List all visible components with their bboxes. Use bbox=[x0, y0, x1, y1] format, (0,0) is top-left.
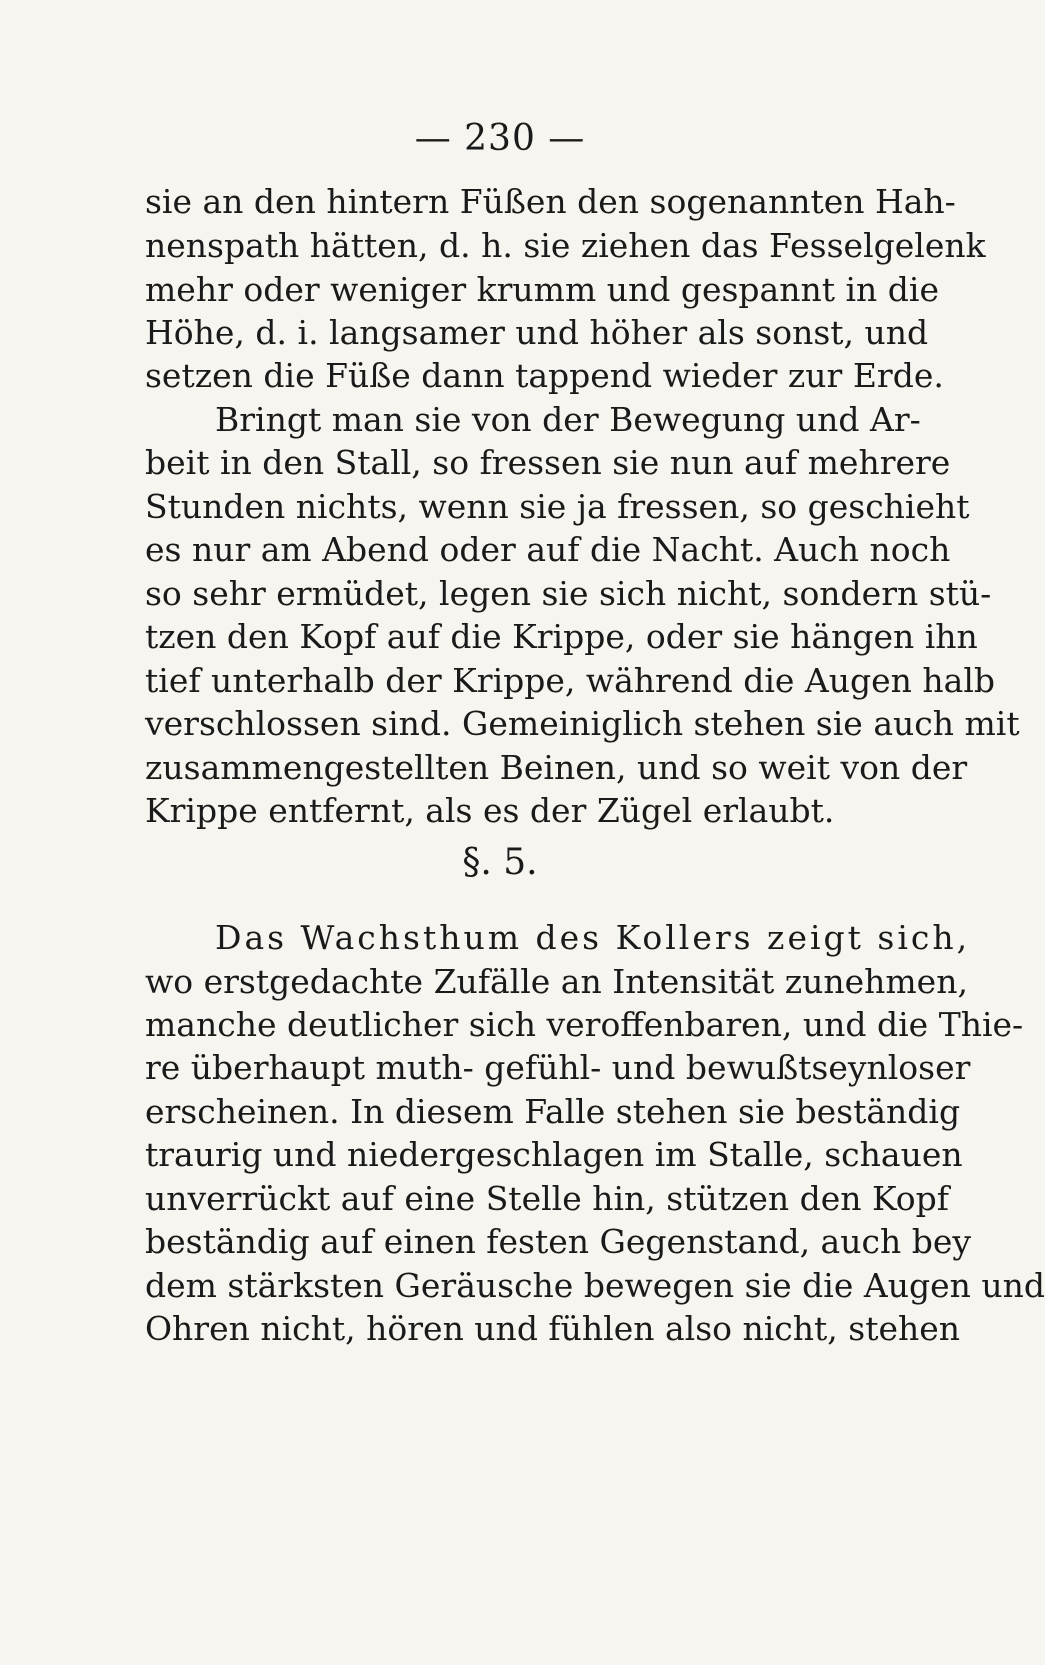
text-line: tzen den Kopf auf die Krippe, oder sie hängen ihn bbox=[145, 617, 978, 656]
text-line: traurig und niedergeschlagen im Stalle, schauen bbox=[145, 1135, 963, 1174]
text-line: Stunden nichts, wenn sie ja fressen, so geschieht bbox=[145, 487, 970, 526]
text-line: es nur am Abend oder auf die Nacht. Auch noch bbox=[145, 530, 951, 569]
section-heading: §. 5. bbox=[462, 842, 538, 883]
text-line: tief unterhalb der Krippe, während die Augen halb bbox=[145, 661, 996, 700]
text-line: re überhaupt muth- gefühl- und bewußtseynloser bbox=[145, 1048, 971, 1087]
text-line: setzen die Füße dann tappend wieder zur Erde. bbox=[145, 356, 944, 395]
text-line: Krippe entfernt, als es der Zügel erlaubt. bbox=[145, 791, 835, 830]
text-line: mehr oder weniger krumm und gespannt in die bbox=[145, 270, 939, 309]
text-line: zusammengestellten Beinen, und so weit von der bbox=[145, 748, 968, 787]
text-line: beständig auf einen festen Gegenstand, auch bey bbox=[145, 1222, 971, 1261]
text-line: nenspath hätten, d. h. sie ziehen das Fesselgelenk bbox=[145, 226, 986, 265]
page-number-header: — 230 — bbox=[414, 118, 586, 159]
text-line: Bringt man sie von der Bewegung und Ar- bbox=[215, 400, 921, 439]
text-line: sie an den hintern Füßen den sogenannten Hah- bbox=[145, 182, 956, 221]
text-line: Das Wachsthum des Kollers zeigt sich, bbox=[215, 918, 971, 957]
text-line: unverrückt auf eine Stelle hin, stützen den Kopf bbox=[145, 1179, 950, 1218]
text-line: manche deutlicher sich veroffenbaren, und die Thie- bbox=[145, 1005, 1024, 1044]
text-line: verschlossen sind. Gemeiniglich stehen sie auch mit bbox=[145, 704, 1020, 743]
text-line: erscheinen. In diesem Falle stehen sie beständig bbox=[145, 1092, 961, 1131]
text-line: Ohren nicht, hören und fühlen also nicht, stehen bbox=[145, 1309, 961, 1348]
text-line: beit in den Stall, so fressen sie nun auf mehrere bbox=[145, 443, 951, 482]
text-line: so sehr ermüdet, legen sie sich nicht, sondern stü- bbox=[145, 574, 992, 613]
text-line: Höhe, d. i. langsamer und höher als sonst, und bbox=[145, 313, 929, 352]
text-line: wo erstgedachte Zufälle an Intensität zunehmen, bbox=[145, 962, 968, 1001]
text-line: dem stärksten Geräusche bewegen sie die Augen und bbox=[145, 1266, 1045, 1305]
